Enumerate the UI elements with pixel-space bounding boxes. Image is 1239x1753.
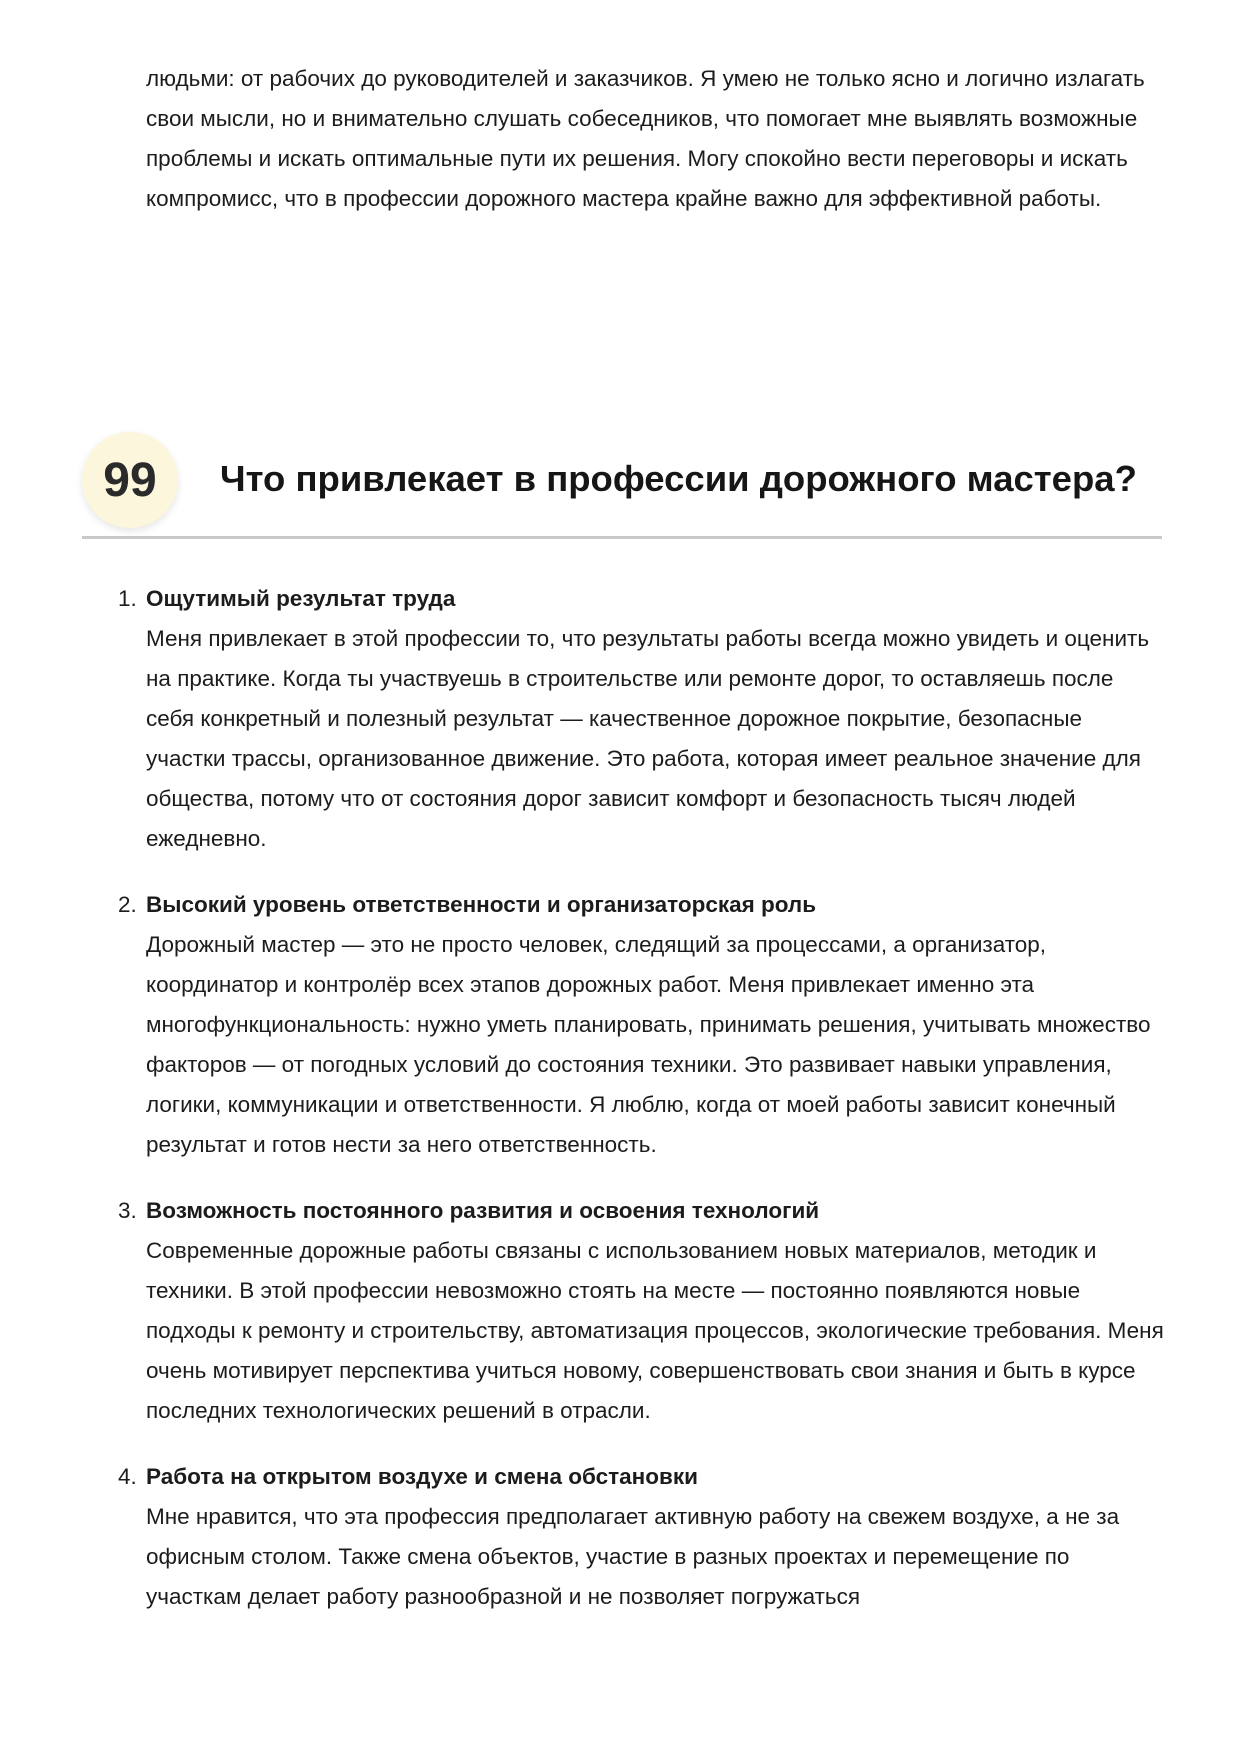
item-number: 4. <box>118 1464 137 1489</box>
item-text: Дорожный мастер — это не просто человек, следящий за процессами, а организатор, координатор и контролёр всех этапов дорожных работ. Меня привлекает именно эта многофункциональность: нужно уметь планировать, принимать решения, учитывать множество факторов — от погодных условий до состояния техники. Это развивает навыки управления, логики, коммуникации и ответственности. Я люблю, когда от моей работы зависит конечный результат и готов нести за него ответственность. <box>146 932 1151 1157</box>
item-title: Высокий уровень ответственности и организаторская роль <box>146 892 817 917</box>
item-text: Меня привлекает в этой профессии то, что результаты работы всегда можно увидеть и оценить на практике. Когда ты участвуешь в строительстве или ремонте дорог, то оставляешь после себя конкретный и полезный результат — качественное дорожное покрытие, безопасные участки трассы, организованное движение. Это работа, которая имеет реальное значение для общества, потому что от состояния дорог зависит комфорт и безопасность тысяч людей ежедневно. <box>146 626 1150 851</box>
item-text: Современные дорожные работы связаны с использованием новых материалов, методик и техники. В этой профессии невозможно стоять на месте — постоянно появляются новые подходы к ремонту и строительству, автоматизация процессов, экологические требования. Меня очень мотивирует перспектива учиться новому, совершенствовать свои знания и быть в курсе последних технологических решений в отрасли. <box>146 1238 1164 1423</box>
item-number: 1. <box>118 586 137 611</box>
list-item <box>118 1191 1166 1431</box>
item-title: Ощутимый результат труда <box>146 586 456 611</box>
item-number: 2. <box>118 892 137 917</box>
section-divider <box>82 536 1162 539</box>
list-item <box>118 1457 1166 1617</box>
section-header <box>82 432 1162 542</box>
list-item <box>118 885 1166 1165</box>
item-text: Мне нравится, что эта профессия предполагает активную работу на свежем воздухе, а не за офисным столом. Также смена объектов, участие в разных проектах и перемещение по участкам делает работу разнообразной и не позволяет погружаться <box>146 1504 1120 1609</box>
intro-paragraph: людьми: от рабочих до руководителей и заказчиков. Я умею не только ясно и логично излагать свои мысли, но и внимательно слушать собеседников, что помогает мне выявлять возможные проблемы и искать оптимальные пути их решения. Могу спокойно вести переговоры и искать компромисс, что в профессии дорожного мастера крайне важно для эффективной работы. <box>146 66 1145 211</box>
item-title: Работа на открытом воздухе и смена обстановки <box>146 1464 698 1489</box>
list-item <box>118 579 1166 859</box>
item-number: 3. <box>118 1198 137 1223</box>
question-number-badge: 99 <box>82 432 178 528</box>
reasons-list <box>118 579 1166 1643</box>
section-title: Что привлекает в профессии дорожного мастера? <box>220 458 1137 499</box>
item-title: Возможность постоянного развития и освоения технологий <box>146 1198 820 1223</box>
